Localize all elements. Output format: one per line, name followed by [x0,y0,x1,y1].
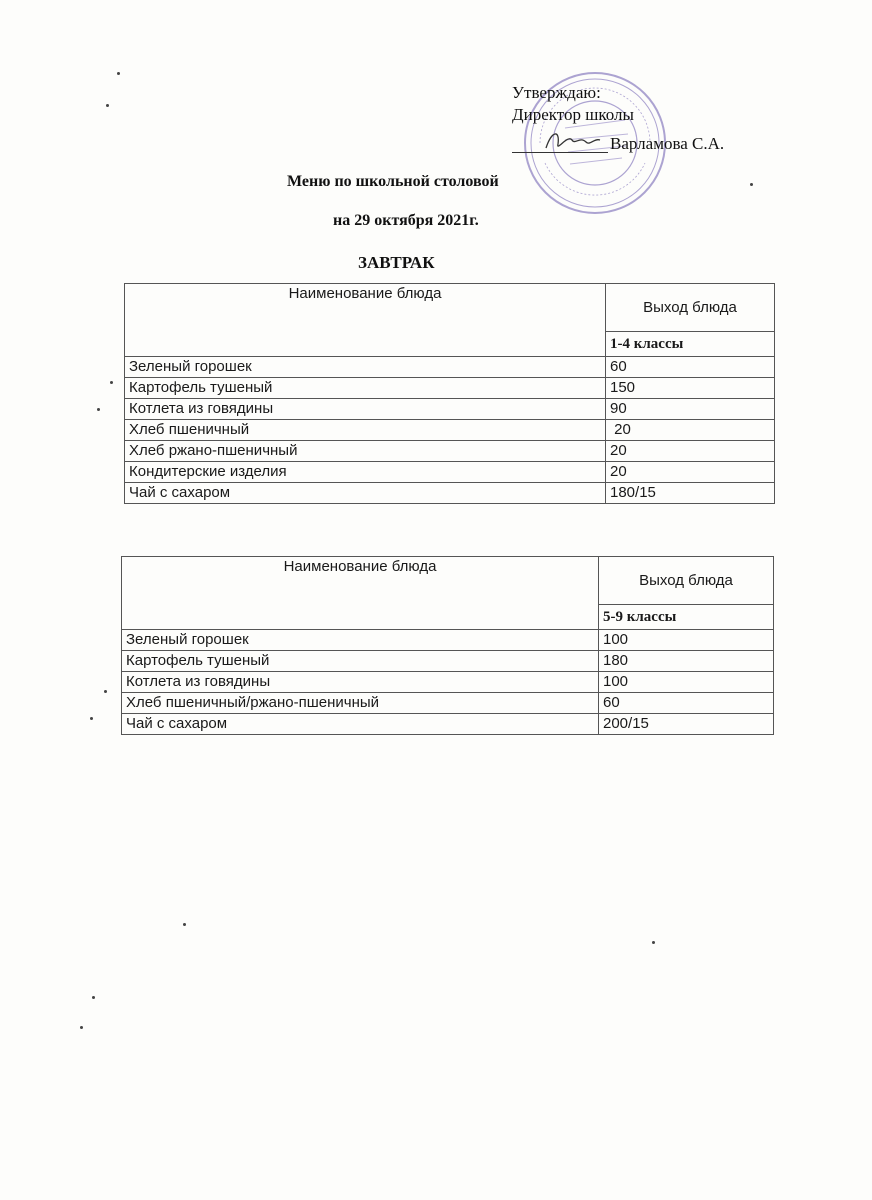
grade-label: 1-4 классы [606,332,775,357]
dish-output: 20 [606,420,775,441]
scan-speck [183,923,186,926]
dish-output: 20 [606,462,775,483]
header-output: Выход блюда [599,557,774,605]
scan-speck [97,408,100,411]
dish-name: Котлета из говядины [125,399,606,420]
table-row [125,378,775,399]
scan-speck [106,104,109,107]
table-row [125,399,775,420]
header-dish-name: Наименование блюда [122,557,599,630]
scan-speck [652,941,655,944]
handwritten-signature [542,126,602,154]
dish-output: 100 [599,672,774,693]
dish-name: Зеленый горошек [122,630,599,651]
dish-output: 100 [599,630,774,651]
dish-name: Котлета из говядины [122,672,599,693]
dish-output: 90 [606,399,775,420]
menu-date: на 29 октября 2021г. [333,212,479,229]
scan-speck [92,996,95,999]
menu-title: Меню по школьной столовой [287,173,499,190]
header-dish-name: Наименование блюда [125,284,606,357]
scan-speck [104,690,107,693]
director-name: Варламова С.А. [610,134,725,153]
dish-name: Чай с сахаром [125,483,606,504]
dish-output: 60 [599,693,774,714]
dish-name: Картофель тушеный [122,651,599,672]
dish-output: 180 [599,651,774,672]
dish-name: Хлеб пшеничный/ржано-пшеничный [122,693,599,714]
dish-output: 180/15 [606,483,775,504]
table-row [125,420,775,441]
scan-speck [110,381,113,384]
scan-speck [750,183,753,186]
approve-label: Утверждаю: [512,83,601,102]
table-row [122,714,774,735]
scan-speck [80,1026,83,1029]
menu-table-grades-5-9 [121,556,774,735]
table-row [125,357,775,378]
table-row [125,483,775,504]
dish-output: 60 [606,357,775,378]
header-output: Выход блюда [606,284,775,332]
dish-name: Хлеб ржано-пшеничный [125,441,606,462]
meal-heading: ЗАВТРАК [358,253,435,272]
table-row [125,441,775,462]
grade-label: 5-9 классы [599,605,774,630]
table-row [122,672,774,693]
dish-output: 20 [606,441,775,462]
scan-speck [90,717,93,720]
dish-name: Картофель тушеный [125,378,606,399]
dish-name: Хлеб пшеничный [125,420,606,441]
table-row [125,462,775,483]
dish-output: 200/15 [599,714,774,735]
director-position: Директор школы [512,105,634,124]
dish-output: 150 [606,378,775,399]
approval-block [512,82,634,126]
dish-name: Чай с сахаром [122,714,599,735]
table-row [122,651,774,672]
scan-speck [117,72,120,75]
dish-name: Зеленый горошек [125,357,606,378]
dish-name: Кондитерские изделия [125,462,606,483]
menu-table-grades-1-4 [124,283,775,504]
table-row [122,630,774,651]
table-row [122,693,774,714]
signature-row [512,132,742,156]
